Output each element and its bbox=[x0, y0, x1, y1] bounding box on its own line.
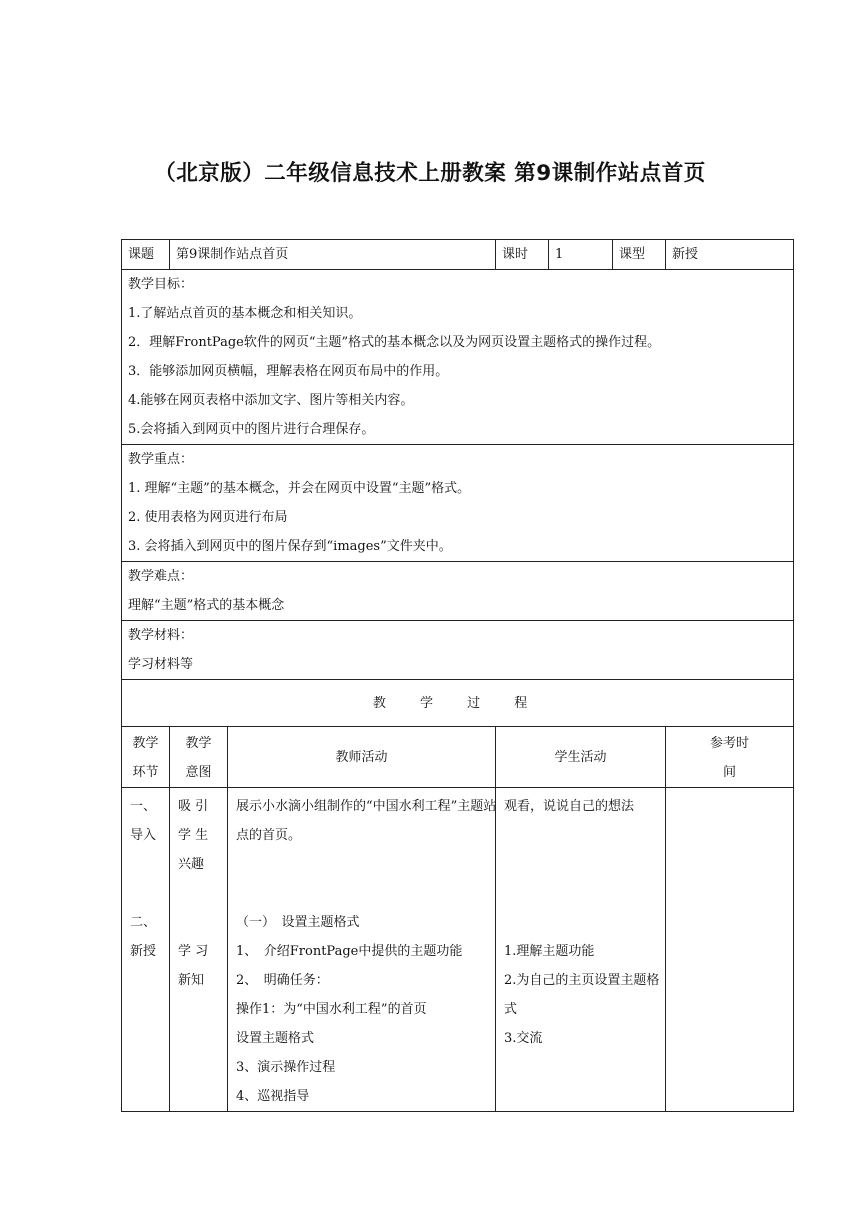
key-point-item: 3. 会将插入到网页中的图片保存到“images”文件夹中。 bbox=[128, 539, 452, 554]
type-label: 课型 bbox=[613, 240, 666, 270]
intent-header-line: 意图 bbox=[185, 765, 212, 780]
process-body-row bbox=[122, 788, 794, 1112]
student-activity-line: 观看，说说自己的想法 bbox=[504, 799, 635, 814]
objective-item: 3．能够添加网页横幅，理解表格在网页布局中的作用。 bbox=[128, 364, 449, 379]
teacher-activity-line: 操作1：为“中国水利工程”的首页 bbox=[236, 1002, 427, 1017]
stage-label: 新授 bbox=[130, 944, 157, 959]
hours-label: 课时 bbox=[496, 240, 549, 270]
lesson-plan-table bbox=[121, 239, 794, 1112]
page-title: （北京版）二年级信息技术上册教案 第9课制作站点首页 bbox=[154, 161, 706, 186]
difficulties-section bbox=[122, 562, 794, 621]
student-activity-line: 3.交流 bbox=[504, 1031, 543, 1046]
student-activity-line: 式 bbox=[504, 1002, 518, 1017]
process-heading: 教 学 过 程 bbox=[372, 695, 543, 711]
teacher-activity-line: （一） 设置主题格式 bbox=[236, 915, 360, 930]
intent-label: 新知 bbox=[178, 973, 205, 988]
objectives-section bbox=[122, 270, 794, 445]
objective-item: 5.会将插入到网页中的图片进行合理保存。 bbox=[128, 422, 375, 437]
objective-item: 1.了解站点首页的基本概念和相关知识。 bbox=[128, 306, 362, 321]
student-activity-line: 1.理解主题功能 bbox=[504, 944, 595, 959]
intent-header-line: 教学 bbox=[185, 736, 212, 751]
teacher-activity-line: 展示小水滴小组制作的“中国水利工程”主题站 bbox=[236, 799, 497, 814]
time-header-line: 参考时 bbox=[710, 736, 750, 751]
topic-label: 课题 bbox=[122, 240, 170, 270]
key-point-item: 2. 使用表格为网页进行布局 bbox=[128, 510, 288, 525]
teacher-activity-line: 4、巡视指导 bbox=[236, 1089, 310, 1104]
teacher-activity-line: 点的首页。 bbox=[236, 828, 302, 843]
hours-value: 1 bbox=[549, 240, 613, 270]
time-header-line: 间 bbox=[723, 765, 737, 780]
materials-section bbox=[122, 621, 794, 680]
type-value: 新授 bbox=[666, 240, 794, 270]
difficulties-heading: 教学难点： bbox=[128, 569, 194, 584]
key-points-section bbox=[122, 445, 794, 562]
stage-header-line: 环节 bbox=[132, 765, 159, 780]
student-activity-line: 2.为自己的主页设置主题格 bbox=[504, 973, 660, 988]
intent-label: 吸 引 bbox=[178, 799, 209, 814]
intent-label: 兴趣 bbox=[178, 857, 205, 872]
teacher-activity-line: 3、演示操作过程 bbox=[236, 1060, 336, 1075]
objective-item: 2．理解FrontPage软件的网页“主题”格式的基本概念以及为网页设置主题格式的操作过程。 bbox=[128, 335, 661, 350]
stage-label: 一、 bbox=[130, 799, 157, 814]
process-heading-row bbox=[122, 680, 794, 727]
stage-label: 二、 bbox=[130, 915, 157, 930]
topic-value: 第9课制作站点首页 bbox=[170, 240, 496, 270]
teacher-header: 教师活动 bbox=[228, 727, 496, 788]
intent-label: 学 生 bbox=[178, 828, 209, 843]
objectives-heading: 教学目标： bbox=[128, 277, 194, 292]
difficulties-text: 理解“主题”格式的基本概念 bbox=[128, 598, 285, 613]
time-cell bbox=[666, 788, 794, 1112]
teacher-activity-line: 2、 明确任务： bbox=[236, 973, 329, 988]
teacher-activity-line: 设置主题格式 bbox=[236, 1031, 315, 1046]
key-point-item: 1. 理解“主题”的基本概念，并会在网页中设置“主题”格式。 bbox=[128, 481, 471, 496]
teacher-activity-line: 1、 介绍FrontPage中提供的主题功能 bbox=[236, 944, 463, 959]
stage-header-line: 教学 bbox=[132, 736, 159, 751]
student-header: 学生活动 bbox=[496, 727, 666, 788]
stage-label: 导入 bbox=[130, 828, 157, 843]
materials-heading: 教学材料： bbox=[128, 628, 194, 643]
materials-text: 学习材料等 bbox=[128, 657, 194, 672]
key-points-heading: 教学重点： bbox=[128, 452, 194, 467]
process-column-headers bbox=[122, 727, 794, 788]
info-row bbox=[122, 240, 794, 270]
intent-label: 学 习 bbox=[178, 944, 209, 959]
objective-item: 4.能够在网页表格中添加文字、图片等相关内容。 bbox=[128, 393, 414, 408]
